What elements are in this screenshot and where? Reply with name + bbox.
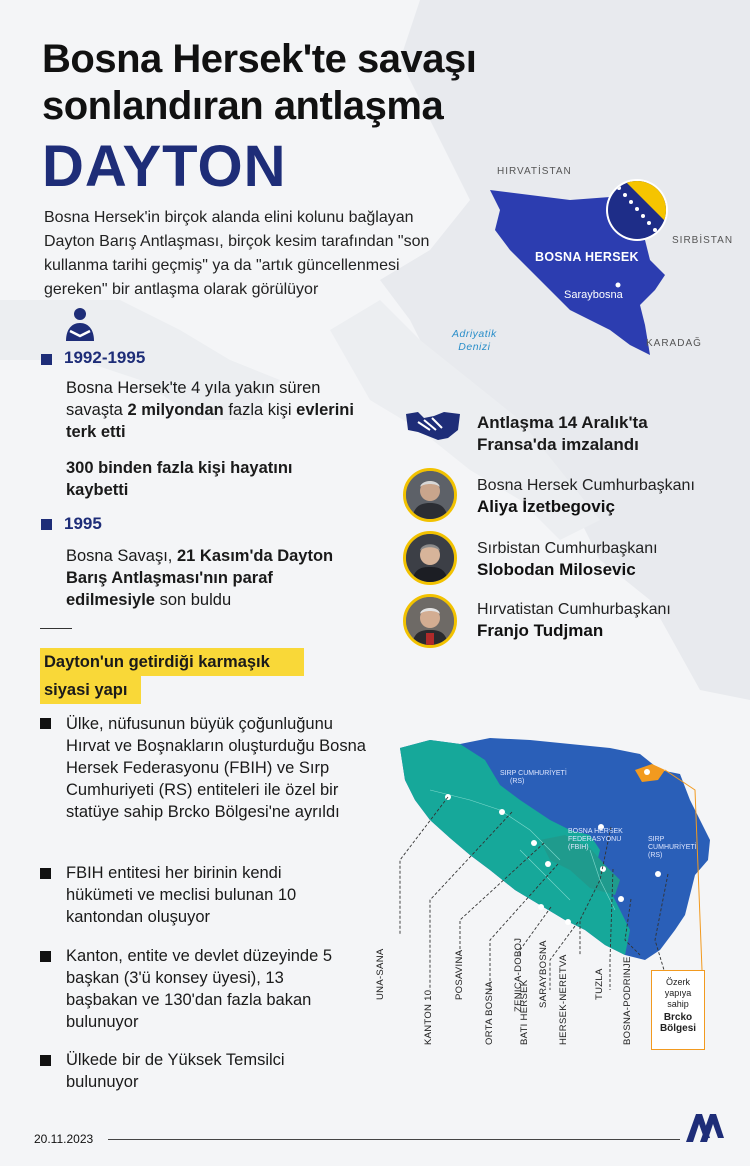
title-line-2: sonlandıran antlaşma xyxy=(42,84,444,128)
bullet-3: Kanton, entite ve devlet düzeyinde 5 başkan (3'ü konsey üyesi), 13 başbakan ve 130'dan fazla bakan bulunuyor xyxy=(66,947,333,1031)
bullet-4: Ülkede bir de Yüksek Temsilci bulunuyor xyxy=(66,1051,285,1091)
canton-label-5: BATI HERSEK xyxy=(519,979,530,1045)
timeline-year-2: 1995 xyxy=(64,514,102,533)
canton-label-2: POSAVINA xyxy=(454,949,465,1000)
refugee-icon xyxy=(60,303,100,343)
leader-3-role: Hırvatistan Cumhurbaşkanı xyxy=(477,601,671,618)
leader-3 xyxy=(477,599,671,642)
timeline-2-text-c: son buldu xyxy=(154,591,232,609)
rs-2-line-c: (RS) xyxy=(648,852,663,859)
portrait-milosevic xyxy=(403,531,457,585)
signing-text xyxy=(477,412,648,456)
canton-label-7: HERSEK-NERETVA xyxy=(558,954,569,1045)
adriyatik-line-2: Denizi xyxy=(458,341,491,353)
map-label-sirbistan: SIRBİSTAN xyxy=(672,235,734,246)
brcko-line-1: Özerk xyxy=(665,977,690,987)
rs-1-line-a: SIRP CUMHURİYETİ xyxy=(500,770,567,777)
bullet-marker-1 xyxy=(40,718,51,729)
divider xyxy=(40,628,72,629)
fbih-line-c: (FBIH) xyxy=(568,844,589,851)
timeline-2-text-b: 21 Kasım'da Dayton Barış Antlaşması'nın paraf edilmesiyle xyxy=(66,547,334,609)
map-label-hirvatistan: HIRVATİSTAN xyxy=(497,166,572,177)
leader-2-role: Sırbistan Cumhurbaşkanı xyxy=(477,540,658,557)
canton-label-4: ZENICA-DOBOJ xyxy=(513,937,524,1012)
timeline-2-text-a: Bosna Savaşı, xyxy=(66,547,177,565)
canton-label-3: ORTA BOSNA xyxy=(484,981,495,1045)
title-line-1: Bosna Hersek'te savaşı xyxy=(42,37,477,81)
timeline-marker-2 xyxy=(41,519,52,530)
map-label-rs-1 xyxy=(500,770,567,786)
map-label-saraybosna: Saraybosna xyxy=(564,289,623,301)
portrait-izetbegovic xyxy=(403,468,457,522)
leader-1-role: Bosna Hersek Cumhurbaşkanı xyxy=(477,477,695,494)
intro-text: Bosna Hersek'in birçok alanda elini kolunu bağlayan Dayton Barış Antlaşması, birçok kesim tarafından "son kullanma tarihi geçmiş" ya da "artık güncellenmesi gereken" bir antlaşma olarak görülüyor xyxy=(44,209,430,298)
bosnia-flag-icon xyxy=(605,178,669,242)
page-title xyxy=(42,36,476,130)
fbih-line-a: BOSNA HERSEK xyxy=(568,828,623,835)
title-dayton: DAYTON xyxy=(42,134,287,199)
canton-label-8: TUZLA xyxy=(594,968,605,1000)
leader-2-name: Slobodan Milosevic xyxy=(477,560,636,579)
rs-2-line-b: CUMHURİYETİ xyxy=(648,844,697,851)
signing-line-1: Antlaşma 14 Aralık'ta xyxy=(477,413,648,432)
bullet-marker-3 xyxy=(40,951,51,962)
canton-label-9: BOSNA-PODRINJE xyxy=(622,956,633,1045)
date-label: 20.11.2023 xyxy=(34,1132,94,1146)
leader-1-name: Aliya İzetbegoviç xyxy=(477,497,615,516)
timeline-text-1 xyxy=(66,377,366,443)
leader-2 xyxy=(477,538,658,581)
canton-label-1: KANTON 10 xyxy=(423,989,434,1045)
canton-label-6: SARAYBOSNA xyxy=(538,940,549,1008)
footer-line xyxy=(108,1139,680,1140)
canton-label-0: UNA-SANA xyxy=(375,948,386,1000)
signing-line-2: Fransa'da imzalandı xyxy=(477,435,639,454)
timeline-1-text-d: evlerini terk etti xyxy=(66,401,354,441)
adriyatik-line-1: Adriyatik xyxy=(452,328,497,340)
timeline-text-2: 300 binden fazla kişi hayatını kaybetti xyxy=(66,459,293,499)
timeline-marker-1 xyxy=(41,354,52,365)
section-title-line-1: Dayton'un getirdiği karmaşık xyxy=(40,648,304,676)
map-label-karadag: KARADAĞ xyxy=(646,338,702,349)
bullet-1: Ülke, nüfusunun büyük çoğunluğunu Hırvat ve Boşnakların oluşturduğu Bosna Hersek Federasyonu (FBIH) ve Sırp Cumhuriyeti (RS) entiteleri ile özel bir statüye sahip Brcko Bölgesi'ne ayrıldı xyxy=(66,715,366,821)
rs-1-line-b: (RS) xyxy=(510,778,525,785)
handshake-icon xyxy=(404,408,462,444)
brcko-box xyxy=(651,970,705,1050)
map-label-bosna-hersek: BOSNA HERSEK xyxy=(535,250,639,264)
fbih-line-b: FEDERASYONU xyxy=(568,836,622,843)
leader-3-name: Franjo Tudjman xyxy=(477,621,604,640)
aa-logo-icon xyxy=(684,1110,726,1144)
timeline-1-text-b: 2 milyondan xyxy=(127,401,224,419)
timeline-year-1: 1992-1995 xyxy=(64,348,146,367)
brcko-line-3: sahip xyxy=(667,999,689,1009)
bullet-marker-4 xyxy=(40,1055,51,1066)
rs-2-line-a: SIRP xyxy=(648,836,665,843)
timeline-1-text-c: fazla kişi xyxy=(223,401,297,419)
section-title xyxy=(40,648,304,704)
brcko-line-4: Brcko xyxy=(663,1012,693,1023)
timeline-text-3 xyxy=(66,545,366,611)
timeline-1-text-a: Bosna Hersek'te 4 yıla yakın süren savaşta xyxy=(66,379,321,419)
leader-1 xyxy=(477,475,695,518)
canton-leader-lines xyxy=(380,790,680,1000)
bullet-marker-2 xyxy=(40,868,51,879)
portrait-tudjman xyxy=(403,594,457,648)
bullet-2: FBIH entitesi her birinin kendi hükümeti ve meclisi bulunan 10 kantondan oluşuyor xyxy=(66,864,297,926)
brcko-line-2: yapıya xyxy=(664,988,692,998)
brcko-line-5: Bölgesi xyxy=(659,1023,697,1034)
section-title-line-2: siyasi yapı xyxy=(40,676,141,704)
map-label-adriyatik xyxy=(452,328,497,354)
